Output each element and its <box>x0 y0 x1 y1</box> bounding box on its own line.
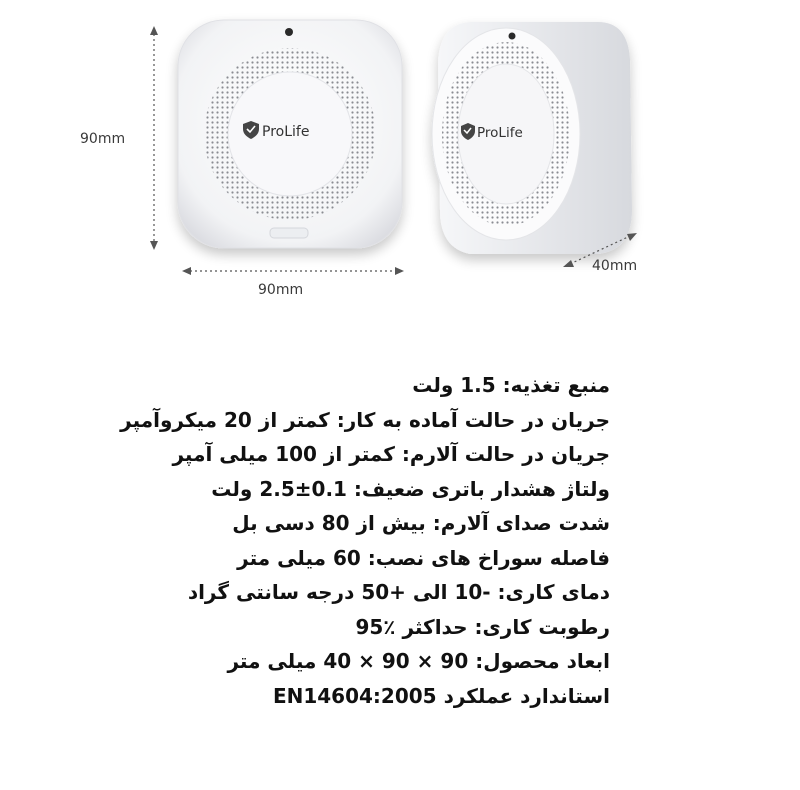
spec-alarm-volume: شدت صدای آلارم: بیش از 80 دسی بل <box>232 511 610 535</box>
spec-low-battery-voltage: ولتاژ هشدار باتری ضعیف: 0.1±2.5 ولت <box>211 476 610 501</box>
spec-alarm-current: جریان در حالت آلارم: کمتر از 100 میلی آمپر <box>172 442 610 466</box>
spec-performance-standard: استاندارد عملکرد EN14604:2005 <box>272 683 610 708</box>
front-device <box>178 20 402 248</box>
depth-dimension-label: 40mm <box>592 258 638 274</box>
spec-operating-humidity: رطوبت کاری: حداکثر ٪95 <box>355 614 610 639</box>
side-device <box>432 22 632 254</box>
spec-operating-temperature: دمای کاری: -10 الی +50 درجه سانتی گراد <box>187 580 610 604</box>
width-dimension-label: 90mm <box>258 282 304 298</box>
brand-logo-front: ProLife <box>262 124 310 140</box>
product-figure <box>0 0 800 320</box>
sensor-led-icon <box>509 33 516 40</box>
spec-standby-current: جریان در حالت آماده به کار: کمتر از 20 میکروآمپر <box>120 407 610 432</box>
product-illustration <box>0 0 800 320</box>
brand-logo-side: ProLife <box>477 125 523 141</box>
spec-product-dimensions: ابعاد محصول: 90 × 90 × 40 میلی متر <box>227 649 610 673</box>
height-dimension-label: 90mm <box>80 131 126 147</box>
test-button[interactable] <box>270 228 308 238</box>
spec-mounting-hole-distance: فاصله سوراخ های نصب: 60 میلی متر <box>237 545 610 570</box>
sensor-led-icon <box>285 28 293 36</box>
spec-power-supply: منبع تغذیه: 1.5 ولت <box>412 373 610 397</box>
spec-list <box>90 368 610 713</box>
